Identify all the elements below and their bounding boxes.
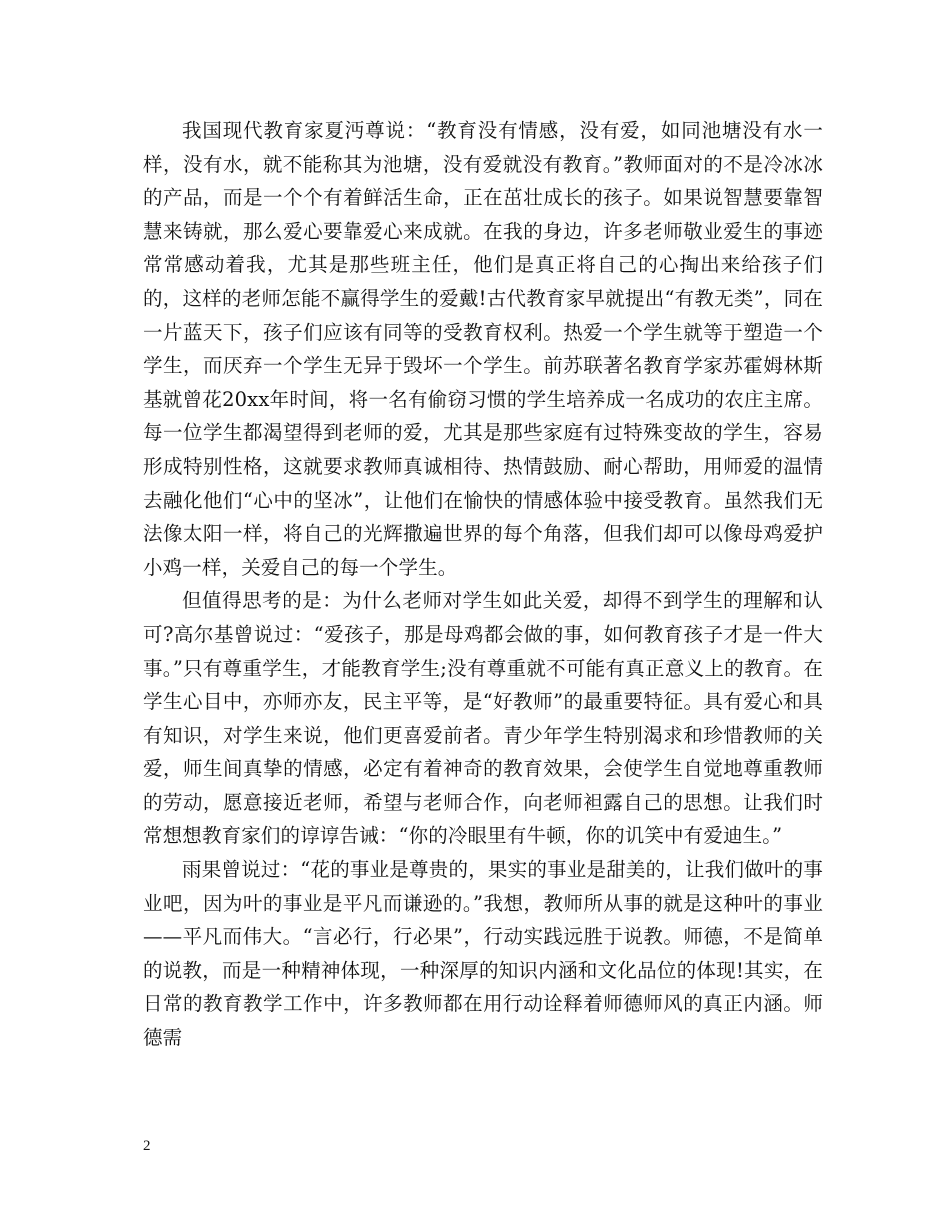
page-number: 2 <box>143 1138 151 1154</box>
paragraph-1: 我国现代教育家夏沔尊说：“教育没有情感，没有爱，如同池塘没有水一样，没有水，就不能称其为池塘，没有爱就没有教育。”教师面对的不是冷冰冰的产品，而是一个个有着鲜活生命，正在茁壮成长的孩子。如果说智慧要靠智慧来铸就，那么爱心要靠爱心来成就。在我的身边，许多老师敬业爱生的事迹常常感动着我，尤其是那些班主任，他们是真正将自己的心掏出来给孩子们的，这样的老师怎能不赢得学生的爱戴!古代教育家早就提出“有教无类”，同在一片蓝天下，孩子们应该有同等的受教育权利。热爱一个学生就等于塑造一个学生，而厌弃一个学生无异于毁坏一个学生。前苏联著名教育学家苏霍姆林斯基就曾花20xx年时间，将一名有偷窃习惯的学生培养成一名成功的农庄主席。每一位学生都渴望得到老师的爱，尤其是那些家庭有过特殊变故的学生，容易形成特别性格，这就要求教师真诚相待、热情鼓励、耐心帮助，用师爱的温情去融化他们“心中的坚冰”，让他们在愉快的情感体验中接受教育。虽然我们无法像太阳一样，将自己的光辉撒遍世界的每个角落，但我们却可以像母鸡爱护小鸡一样，关爱自己的每一个学生。 <box>143 119 823 579</box>
paragraph-3: 雨果曾说过：“花的事业是尊贵的，果实的事业是甜美的，让我们做叶的事业吧，因为叶的事业是平凡而谦逊的。”我想，教师所从事的就是这种叶的事业——平凡而伟大。“言必行，行必果”，行动实践远胜于说教。师德，不是简单的说教，而是一种精神体现，一种深厚的知识内涵和文化品位的体现!其实，在日常的教育教学工作中，许多教师都在用行动诠释着师德师风的真正内涵。师德需 <box>143 858 823 1050</box>
paragraph-2: 但值得思考的是：为什么老师对学生如此关爱，却得不到学生的理解和认可?高尔基曾说过：“爱孩子，那是母鸡都会做的事，如何教育孩子才是一件大事。”只有尊重学生，才能教育学生;没有尊重就不可能有真正意义上的教育。在学生心目中，亦师亦友，民主平等，是“好教师”的最重要特征。具有爱心和具有知识，对学生来说，他们更喜爱前者。青少年学生特别渴求和珍惜教师的关爱，师生间真挚的情感，必定有着神奇的教育效果，会使学生自觉地尊重教师的劳动，愿意接近老师，希望与老师合作，向老师袒露自己的思想。让我们时常想想教育家们的谆谆告诫：“你的冷眼里有牛顿，你的讥笑中有爱迪生。” <box>143 589 823 848</box>
document-body <box>143 114 823 1055</box>
